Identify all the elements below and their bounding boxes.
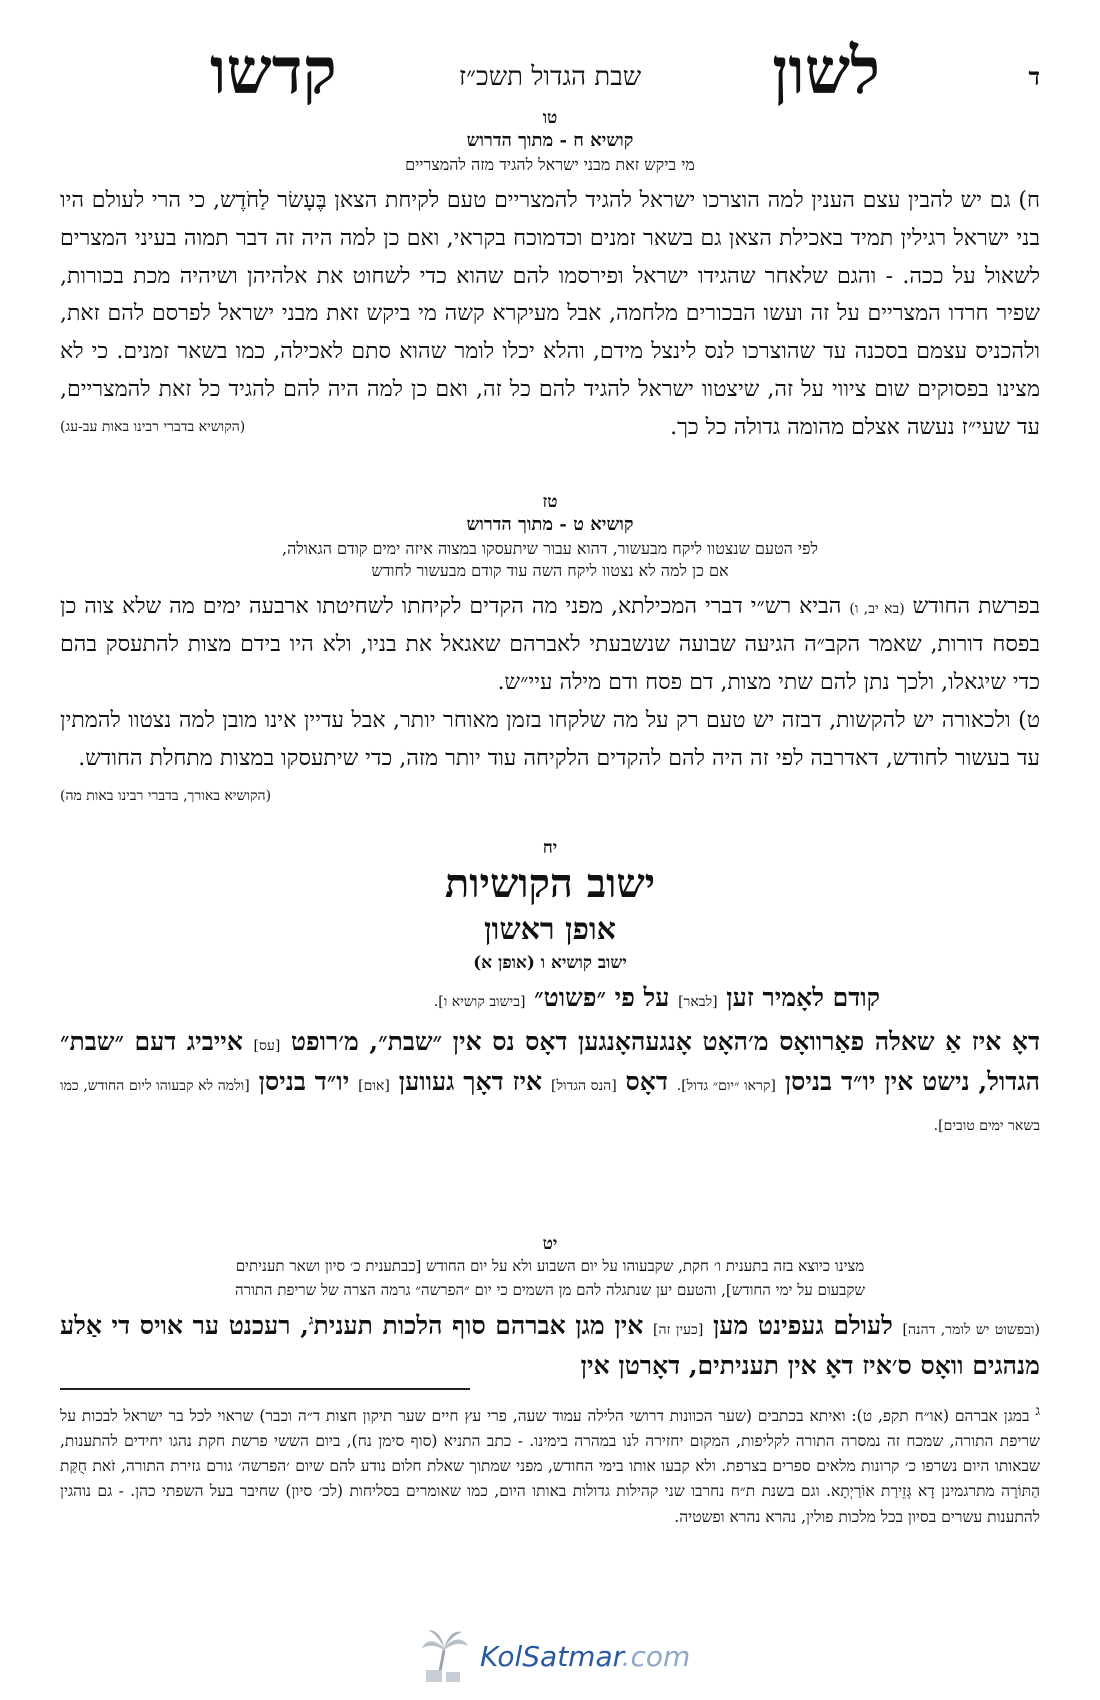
footnote-divider	[60, 1388, 470, 1390]
watermark-logo	[420, 1626, 690, 1686]
question-title: קושיא ט - מתוך הדרוש	[466, 514, 634, 536]
yiddish-paragraph: דאָ איז אַ שאלה פאַרוואָס מ׳האָט אָנגעהאָנגען דאָס נס אין ״שבת״, מ׳רופט [עס] אייביג דעם ״שבת״ הגדול, נישט אין יו״ד בניסן [קראו ״יום״ גדול]. דאָס [הנס הגדול] איז דאָך געווען [אום] יו״ד בניסן [ולמה לא קבעוהו ליום החודש, כמו בשאר ימים טובים].	[60, 1027, 1040, 1135]
watermark-text: KolSatmar.com	[480, 1640, 691, 1673]
section-16	[60, 492, 1040, 808]
footnote-marker[interactable]: ג	[308, 1313, 314, 1330]
summary-line-1: מצינו כיוצא בזה בתענית ו׳ חקת, שקבעוהו על יום השבוע ולא על יום החודש [כבתענית כ׳ סיון ושאר תעניתים	[235, 1257, 865, 1276]
section-body-2: ט) ולכאורה יש להקשות, דבזה יש טעם רק על מה שלקחו בזמן מאוחר יותר, אבל עדיין אינו מובן למה נצטוו להמתין עד בעשור לחודש, דאדרבה לפי זה היה להם להקדים הלקיחה עוד יותר מזה, כדי שיתעסקו במצות מתחלת החודש. (הקושיא באורך, בדברי רבינו באות מה)	[60, 702, 1040, 778]
yiddish-paragraph: (ובפשוט יש לומר, דהנה] לעולם געפינט מען [כעין זה] אין מגן אברהם סוף הלכות תענית$^ג$, רעכנט ער אויס די אַלע מנהגים וואָס ס׳איז דאָ אין תעניתים, דאָרטן אין	[60, 1311, 1040, 1381]
summary-line-2: שקבעום על ימי החודש], והטעם יען שנתגלה להם מן השמים כי יום ״הפרשה״ גרמה הצרה של שריפת התורה	[234, 1281, 866, 1300]
question-title: קושיא ח - מתוך הדרוש	[466, 130, 634, 152]
footnote-text: במגן אברהם (או״ח תקפ, ט): ואיתא בכתבים (שער הכוונות דרושי הלילה עמוד שעה, פרי עץ חיים שער תיקון חצות ד״ה וכבר) שראוי לכל בר ישראל לבכות על שריפת התורה, שמכח זה נמסרה התורה לקליפות, המקום יחזירה לנו במהרה בימינו. - כתב התניא (סוף סימן נח), ביום הששי פרשת חקת נהגו יחידים להתענות, שבאותו היום נשרפו כ׳ קרונות מלאים ספרים בצרפת. ולא קבעו אותו בימי החודש, מפני שמתוך שאלת חלום נודע להם שיום ׳הפרשה׳ גורם גזירת התורה, זֹאת חֻקַּת הַתּוֹרָה מתרגמינן דָא גְּזֵירַת אוֹרַיְתָא. וגם בשנת ת״ח נחרבו שני קהילות גדולות באותו היום, כמו שאומרים בסליחות (לכ׳ סיון) שחיבר בעל השפתי כהן. - גם נוהגין להתענות עשרים בסיון בכל מלכות פולין, נהרא נהרא ופשטיה.	[60, 1407, 1040, 1526]
section-19	[60, 1234, 1040, 1390]
main-heading: ישוב הקושיות	[444, 860, 656, 908]
opening-line: קודם לאָמיר זען [לבאר] על פי ״פשוט״ [בישוב קושיא ו].	[433, 983, 880, 1013]
question-subtitle: מי ביקש זאת מבני ישראל להגיד מזה להמצריים	[405, 154, 695, 174]
small-heading: ישוב קושיא ו (אופן א)	[473, 953, 627, 974]
question-subtitle-line2: אם כן למה לא נצטוו ליקח השה עוד קודם מבעשור לחודש	[371, 560, 729, 580]
palm-tree-icon	[420, 1626, 470, 1684]
section-body: ח) גם יש להבין עצם הענין למה הוצרכו ישראל להגיד להמצריים טעם לקיחת הצאן בֶּעָשׂר לַחֹדֶש, כי הרי לעולם היו בני ישראל רגילין תמיד באכילת הצאן גם בשאר זמנים וכדמוכח בקראי, ואם כן למה היה זה דבר תמוה בעיני המצרים לשאול על ככה. - והגם שלאחר שהגידו ישראל ופירסמו להם שהוא כדי לשחוט את אלהיהן ושיהיה מכת בכורות, שפיר חרדו המצריים על זה ועשו הבכורים מלחמה, אבל מעיקרא קשה מי ביקש זאת מבני ישראל לפרסם להם זאת, ולהכניס עצמם בסכנה עד שהוצרכו לנס לינצל מידם, והלא יכלו לומר שהוא סתם לאכילה, כמו בשאר זמנים. כי לא מצינו בפסוקים שום ציווי על זה, שיצטוו ישראל להגיד להם כל זה, ואם כן למה היה להם להגיד כל זאת להמצריים, עד שעי״ז נעשה אצלם מהומה גדולה כל כך. (הקושיא בדברי רבינו באות עב-עג)	[60, 187, 1040, 440]
citation: (הקושיא בדברי רבינו באות עב-עג)	[60, 418, 246, 435]
source-reference: (בא יב, ו)	[849, 601, 905, 618]
running-title-right: לשון	[772, 34, 880, 109]
section-number: יט	[542, 1234, 558, 1254]
footnote	[60, 1400, 1040, 1530]
section-number: טז	[542, 492, 558, 512]
subheading: אופן ראשון	[484, 912, 616, 948]
section-18	[60, 838, 1040, 1146]
page-number: ד	[1028, 62, 1040, 91]
section-number: יח	[542, 838, 558, 858]
section-body-1: בפרשת החודש (בא יב, ו) הביא רש״י דברי המכילתא, מפני מה הקדים לקיחתו לשחיטתו ארבעה ימים מה שלא צוה כן בפסח דורות, שאמר הקב״ה הגיעה שבועה שנשבעתי לאברהם שאגאל את בניו, ולא היו בידם מצות להתעסק בהם כדי שיגאלו, ולכך נתן להם שתי מצות, דם פסח ודם מילה עיי״ש.	[60, 594, 1040, 696]
question-subtitle-line1: לפי הטעם שנצטוו ליקח מבעשור, דהוא עבור שיתעסקו במצוה איזה ימים קודם הגאולה,	[282, 538, 818, 558]
footnote-marker: ג	[1035, 1403, 1040, 1419]
running-title-left: קדשו	[210, 34, 337, 109]
running-subtitle: שבת הגדול תשכ״ז	[458, 62, 642, 92]
citation: (הקושיא באורך, בדברי רבינו באות מה)	[60, 787, 272, 804]
section-number: טו	[542, 108, 558, 128]
section-15	[60, 108, 1040, 447]
